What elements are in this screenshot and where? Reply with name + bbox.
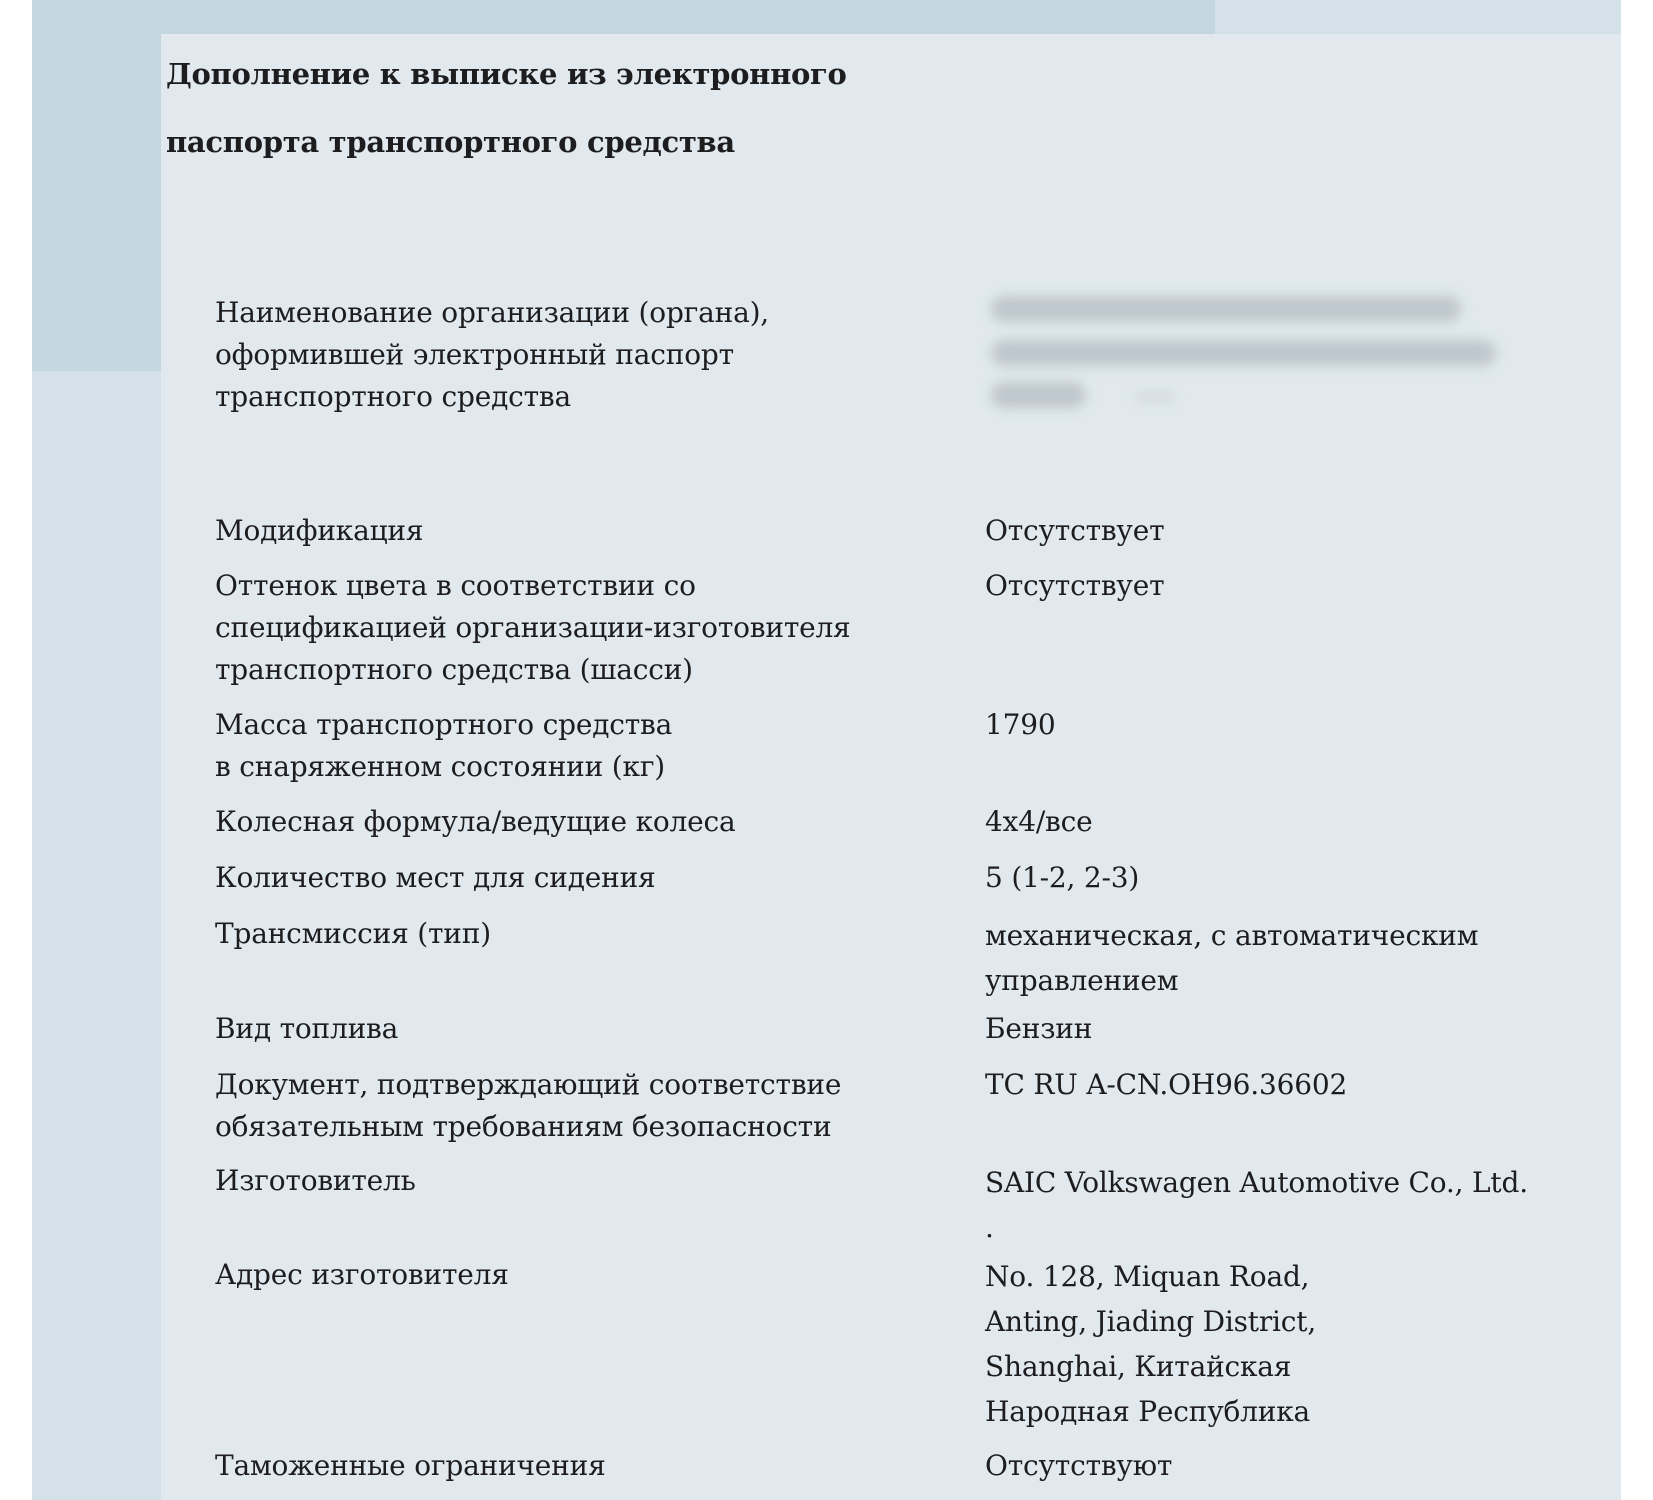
- field-value-line: управлением: [985, 964, 1179, 997]
- field-value: [985, 1254, 1545, 1434]
- field-label-line: оформившей электронный паспорт: [215, 338, 734, 371]
- field-label: [215, 801, 955, 843]
- field-label: [215, 1064, 955, 1148]
- field-label: [215, 1445, 955, 1487]
- field-label: [215, 565, 955, 691]
- field-label-line: Документ, подтверждающий соответствие: [215, 1068, 842, 1101]
- field-label: [215, 857, 955, 899]
- field-label-line: Количество мест для сидения: [215, 861, 656, 894]
- field-value-line: No. 128, Miquan Road,: [985, 1260, 1310, 1293]
- left-accent-block: [32, 34, 161, 371]
- field-label: [215, 704, 955, 788]
- field-value-line: 1790: [985, 708, 1056, 741]
- field-value: [985, 1064, 1545, 1106]
- field-value: [985, 1160, 1545, 1250]
- field-value-line: Отсутствует: [985, 569, 1165, 602]
- field-label-line: обязательным требованиям безопасности: [215, 1110, 832, 1143]
- field-value-line: .: [985, 1211, 994, 1244]
- document-title-line-2: паспорта транспортного средства: [166, 125, 735, 159]
- field-label-line: Трансмиссия (тип): [215, 917, 491, 950]
- field-value: [985, 801, 1545, 843]
- field-value-line: Отсутствует: [985, 514, 1165, 547]
- field-value-line: Отсутствуют: [985, 1449, 1173, 1482]
- field-value-line: ТС RU A-CN.ОН96.36602: [985, 1068, 1348, 1101]
- field-label-line: Адрес изготовителя: [215, 1258, 509, 1291]
- field-label-line: Наименование организации (органа),: [215, 296, 770, 329]
- field-value-line: Shanghai, Китайская: [985, 1350, 1292, 1383]
- field-label: [215, 510, 955, 552]
- field-label-line: Изготовитель: [215, 1164, 416, 1197]
- field-label-line: Колесная формула/ведущие колеса: [215, 805, 736, 838]
- field-value-line: Anting, Jiading District,: [985, 1305, 1317, 1338]
- field-value-line: Бензин: [985, 1012, 1093, 1045]
- field-value: [985, 1445, 1545, 1487]
- field-value: [985, 913, 1545, 1003]
- field-label-line: транспортного средства: [215, 380, 571, 413]
- field-label-line: Таможенные ограничения: [215, 1449, 606, 1482]
- field-value-line: SAIC Volkswagen Automotive Co., Ltd.: [985, 1166, 1528, 1199]
- document-title-line-1: Дополнение к выписке из электронного: [166, 57, 847, 91]
- field-value-line: 4x4/все: [985, 805, 1093, 838]
- field-label: [215, 292, 955, 418]
- field-label-line: транспортного средства (шасси): [215, 653, 693, 686]
- field-value: [985, 857, 1545, 899]
- field-value-line: Народная Республика: [985, 1395, 1310, 1428]
- document-title: [166, 40, 1066, 176]
- field-value: [985, 510, 1545, 552]
- redacted-organization-value: [985, 292, 1525, 442]
- field-label: [215, 913, 955, 955]
- field-value: [985, 565, 1545, 607]
- field-label-line: Модификация: [215, 514, 424, 547]
- field-value: [985, 1008, 1545, 1050]
- top-accent-band: [32, 0, 1215, 34]
- field-label-line: Вид топлива: [215, 1012, 399, 1045]
- field-label-line: Оттенок цвета в соответствии со: [215, 569, 696, 602]
- field-label-line: в снаряженном состоянии (кг): [215, 750, 666, 783]
- field-label: [215, 1160, 955, 1202]
- field-label-line: спецификацией организации-изготовителя: [215, 611, 851, 644]
- field-value-line: 5 (1-2, 2-3): [985, 861, 1140, 894]
- field-label-line: Масса транспортного средства: [215, 708, 673, 741]
- field-value-line: механическая, с автоматическим: [985, 919, 1479, 952]
- field-label: [215, 1254, 955, 1296]
- field-label: [215, 1008, 955, 1050]
- field-value: [985, 704, 1545, 746]
